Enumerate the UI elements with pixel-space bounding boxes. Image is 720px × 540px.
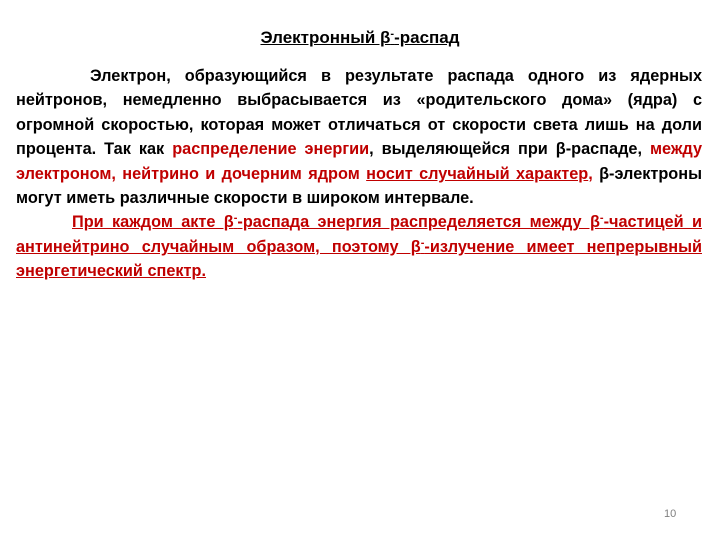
paragraph1-highlight-energy-distribution: распределение энергии (172, 140, 370, 159)
paragraph1-highlight-between-particles: между электроном, нейтрино и дочерним ядром (16, 140, 703, 183)
paragraph-continuous-spectrum (16, 210, 702, 283)
paragraph2-text-4: -излучение имеет непрерывный энергетический спектр. (16, 237, 702, 281)
paragraph1-text-2: , выделяющейся при β-распаде, (369, 140, 650, 159)
page-number: 10 (664, 508, 677, 520)
paragraph2-superscript-1: - (233, 212, 238, 225)
paragraph2-text-2: -распада энергия распределяется между β (237, 213, 600, 232)
paragraph1-highlight-comma: , (588, 164, 593, 183)
paragraph1-text-3: β-электроны могут иметь различные скорости в широком интервале. (16, 164, 702, 208)
paragraph1-text-1: Электрон, образующийся в результате распада одного из ядерных нейтронов, немедленно выбрасывается из «родительского дома» (ядра) с огромной скоростью, которая может отличаться от скорости света лишь на доли процента. Так как (16, 67, 702, 159)
title-suffix: -распад (394, 28, 460, 47)
paragraph-beta-electron-speed (16, 64, 702, 210)
paragraph2-text-3: -частицей и антинейтрино случайным образом, поэтому β (16, 213, 702, 256)
paragraph1-highlight-random-character: носит случайный характер (366, 164, 589, 183)
paragraph2-superscript-2: - (599, 212, 604, 225)
title-prefix: Электронный β (260, 28, 391, 47)
title-superscript: - (390, 28, 395, 40)
slide-body (16, 64, 702, 284)
slide-title (0, 26, 720, 50)
paragraph2-superscript-3: - (420, 236, 425, 249)
paragraph2-text-1: При каждом акте β (72, 213, 234, 232)
